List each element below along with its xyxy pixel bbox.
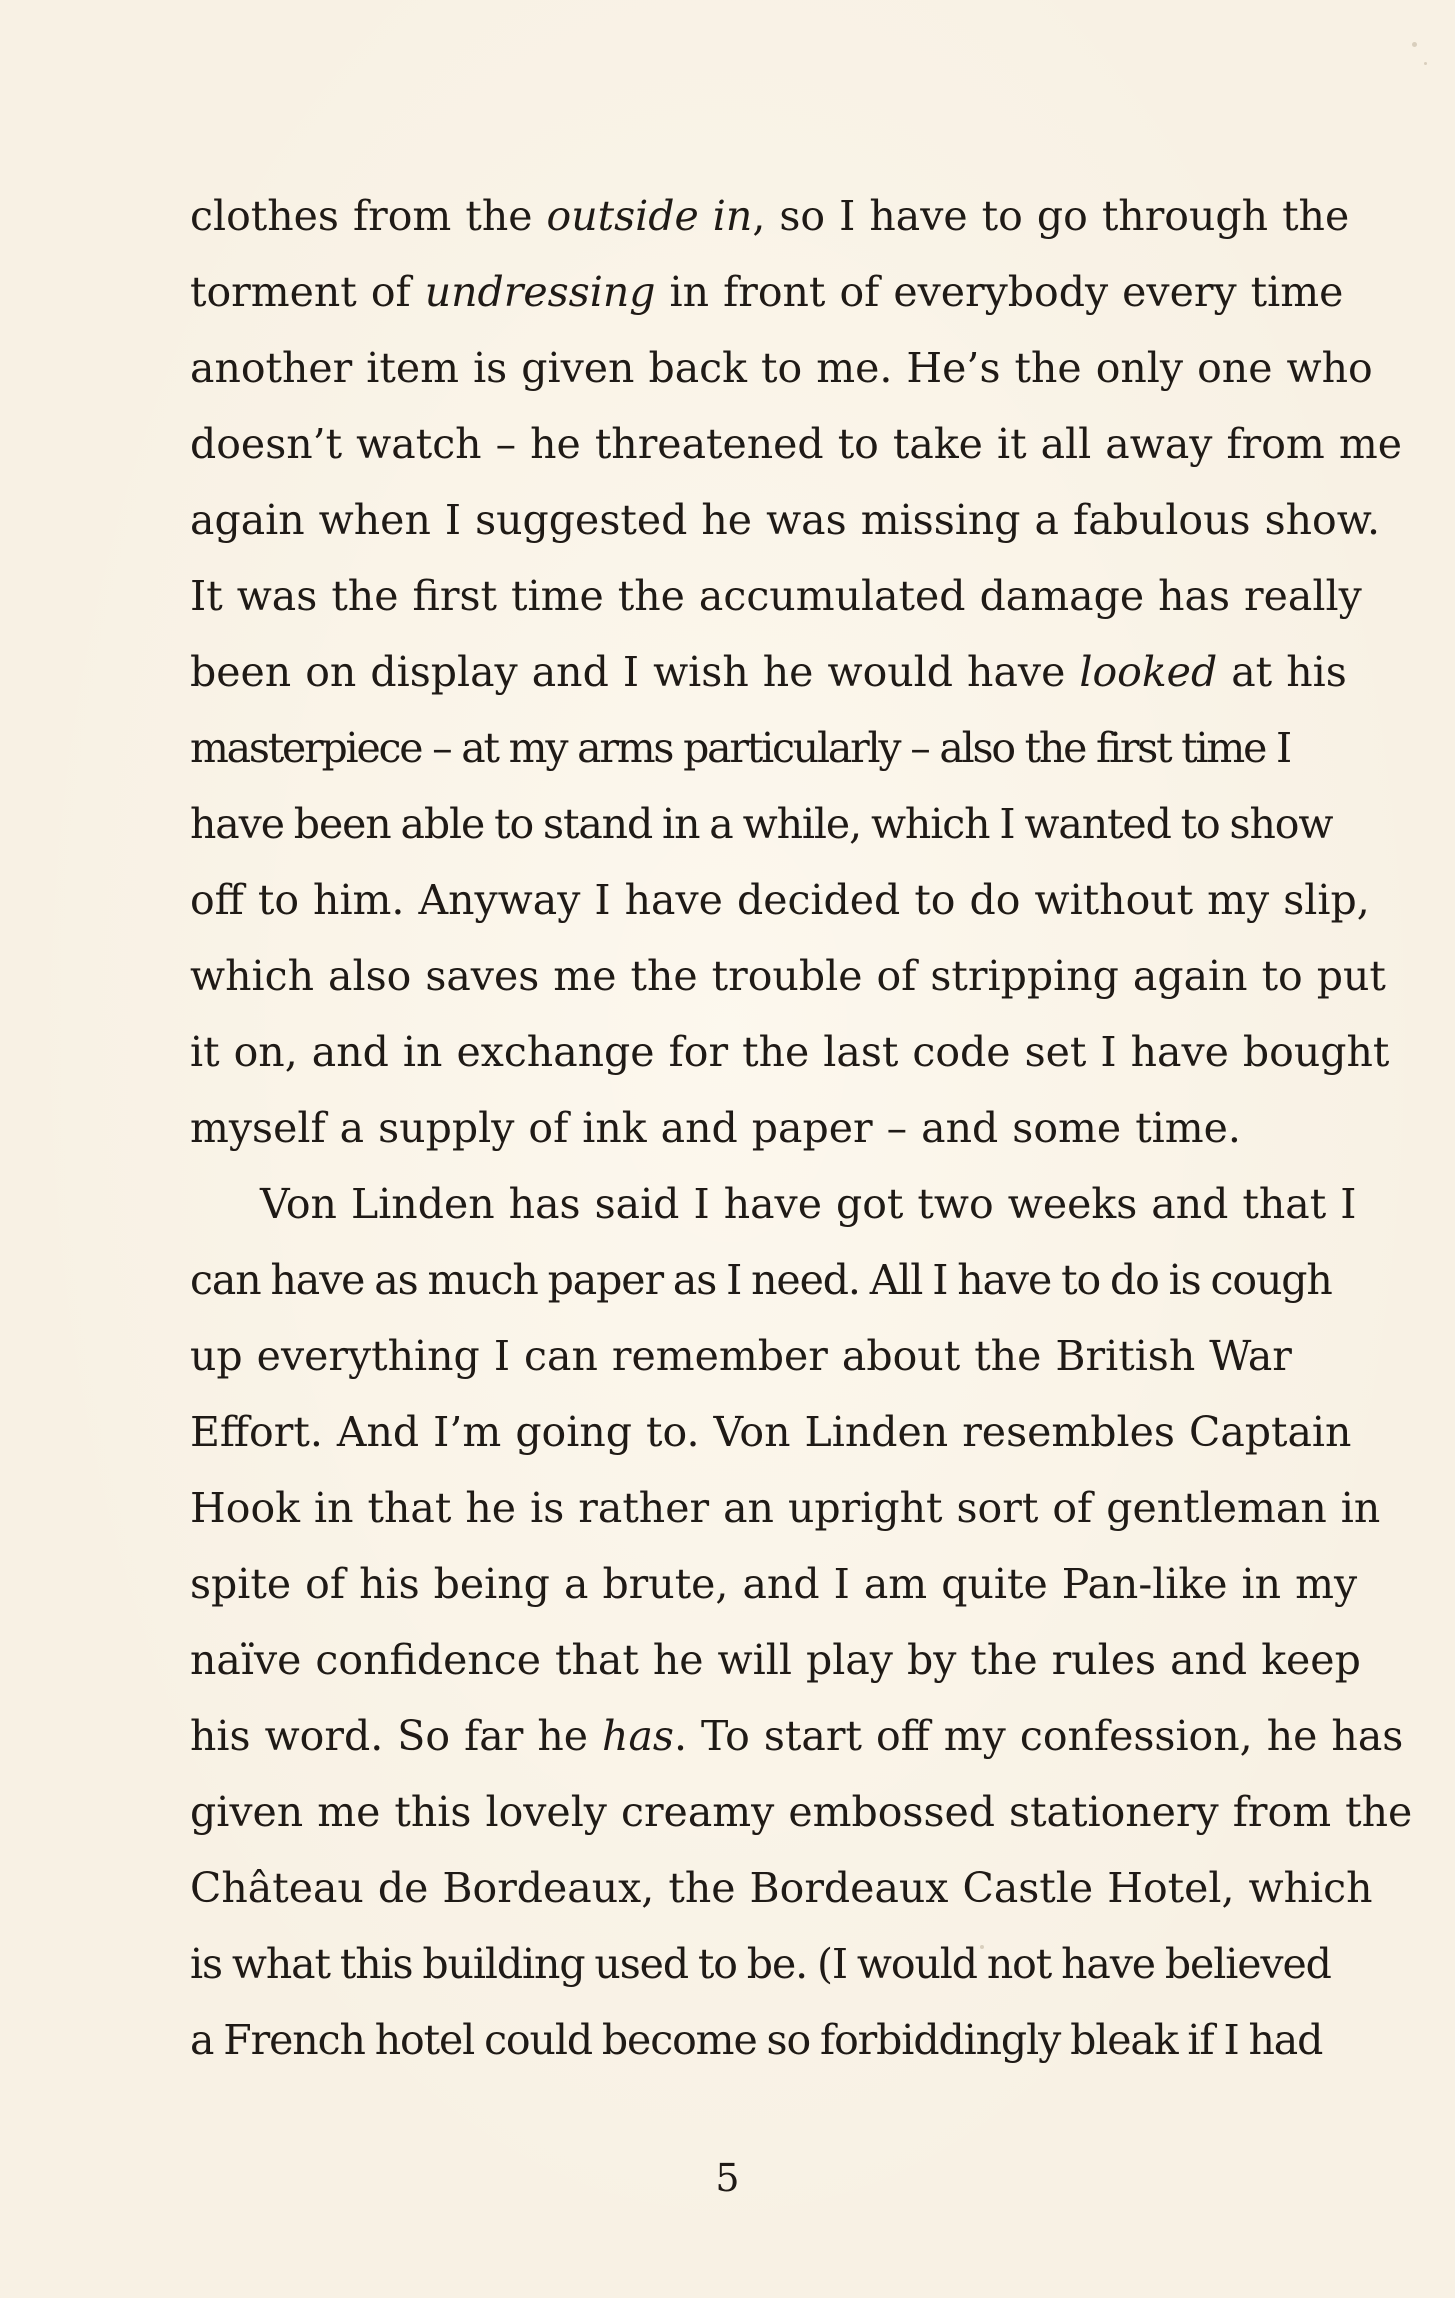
text-line: It was the first time the accumulated damage has really <box>190 572 1362 620</box>
text-line: spite of his being a brute, and I am quite Pan-like in my <box>190 1560 1358 1608</box>
text-line: again when I suggested he was missing a fabulous show. <box>190 496 1380 544</box>
text-line: which also saves me the trouble of stripping again to put <box>190 952 1386 1000</box>
text-line: masterpiece – at my arms particularly – also the first time I <box>190 724 1290 772</box>
paragraph-first-line: Von Linden has said I have got two weeks and that I <box>260 1180 1357 1228</box>
text-line: it on, and in exchange for the last code set I have bought <box>190 1028 1390 1076</box>
text-line: doesn’t watch – he threatened to take it all away from me <box>190 420 1402 468</box>
text-line: have been able to stand in a while, which I wanted to show <box>190 800 1333 848</box>
paper-speck <box>1424 62 1427 65</box>
text-line: is what this building used to be. (I would not have believed <box>190 1940 1331 1988</box>
text-line: his word. So far he has. To start off my confession, he has <box>190 1712 1404 1760</box>
text-line: can have as much paper as I need. All I have to do is cough <box>190 1256 1332 1304</box>
text-line: naïve confidence that he will play by the rules and keep <box>190 1636 1361 1684</box>
text-line: a French hotel could become so forbiddingly bleak if I had <box>190 2016 1323 2064</box>
text-line: Effort. And I’m going to. Von Linden resembles Captain <box>190 1408 1352 1456</box>
italic-emphasis: has <box>602 1712 674 1760</box>
text-line: Hook in that he is rather an upright sort of gentleman in <box>190 1484 1381 1532</box>
italic-emphasis: undressing <box>424 268 656 316</box>
text-line: clothes from the outside in, so I have to go through the <box>190 192 1350 240</box>
text-line: torment of undressing in front of everybody every time <box>190 268 1344 316</box>
text-line: another item is given back to me. He’s the only one who <box>190 344 1373 392</box>
page-number: 5 <box>715 2156 740 2200</box>
italic-emphasis: outside in <box>546 192 753 240</box>
text-line: myself a supply of ink and paper – and some time. <box>190 1104 1241 1152</box>
text-line: been on display and I wish he would have looked at his <box>190 648 1347 696</box>
text-line: up everything I can remember about the British War <box>190 1332 1292 1380</box>
italic-emphasis: looked <box>1079 648 1218 696</box>
text-line: off to him. Anyway I have decided to do without my slip, <box>190 876 1370 924</box>
text-line: Château de Bordeaux, the Bordeaux Castle Hotel, which <box>190 1864 1373 1912</box>
body-text <box>190 178 1413 2078</box>
paper-speck <box>1412 42 1417 47</box>
text-line: given me this lovely creamy embossed stationery from the <box>190 1788 1413 1836</box>
